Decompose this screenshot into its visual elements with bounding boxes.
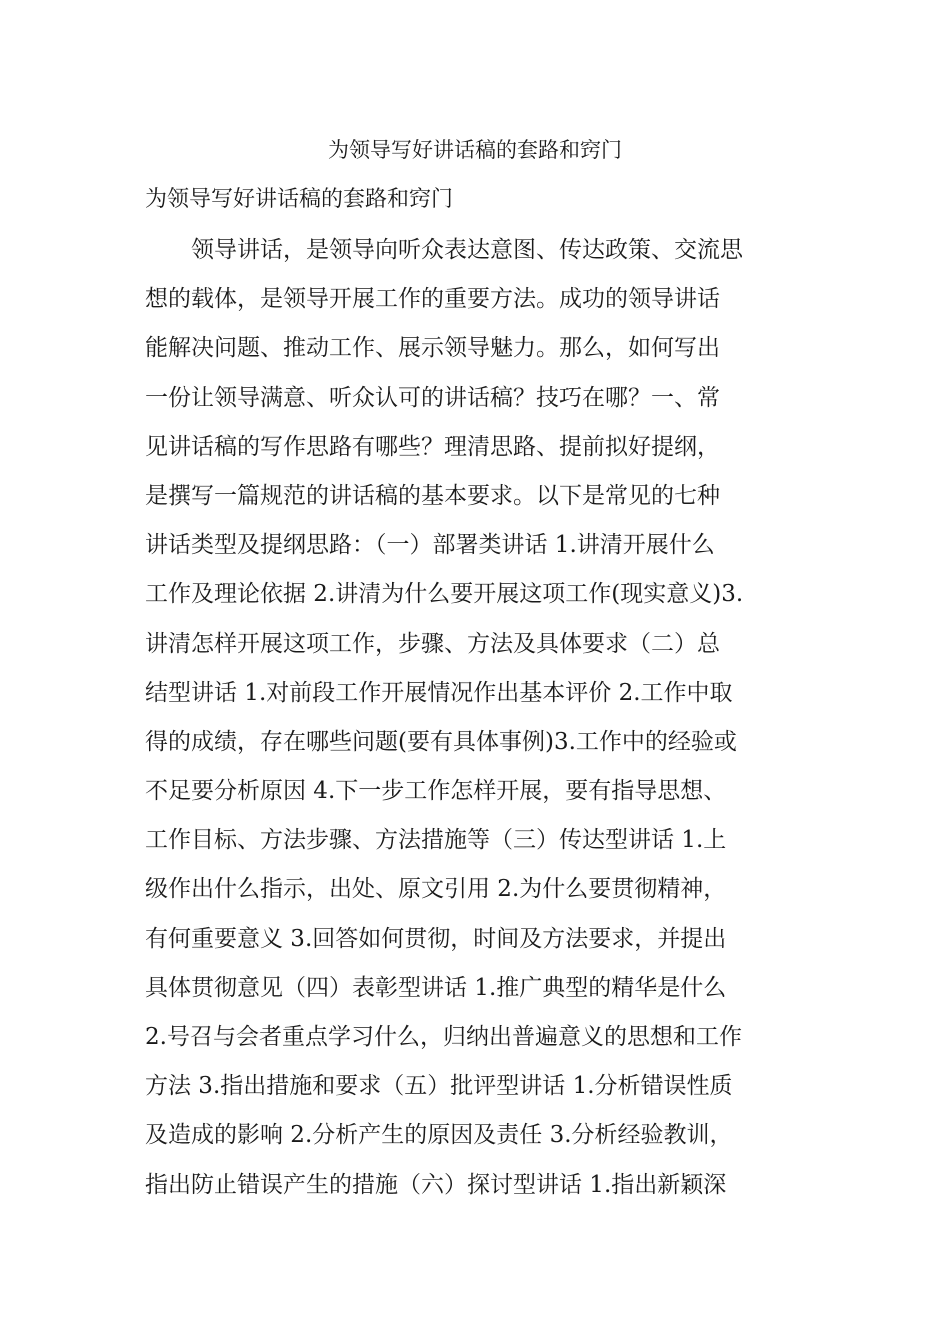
body-line: 得的成绩，存在哪些问题(要有具体事例)3.工作中的经验或 xyxy=(145,728,737,755)
body-line: 具体贯彻意见（四）表彰型讲话 1.推广典型的精华是什么 xyxy=(145,974,727,1001)
body-line: 及造成的影响 2.分析产生的原因及责任 3.分析经验教训， xyxy=(145,1122,733,1149)
body-line: 方法 3.指出措施和要求（五）批评型讲话 1.分析错误性质 xyxy=(145,1073,733,1100)
body-line: 有何重要意义 3.回答如何贯彻，时间及方法要求，并提出 xyxy=(145,925,727,952)
body-line: 级作出什么指示，出处、原文引用 2.为什么要贯彻精神， xyxy=(145,876,727,903)
body-line: 讲话类型及提纲思路：（一）部署类讲话 1.讲清开展什么 xyxy=(145,532,715,559)
body-line: 2.号召与会者重点学习什么，归纳出普遍意义的思想和工作 xyxy=(145,1024,742,1050)
body-line: 结型讲话 1.对前段工作开展情况作出基本评价 2.工作中取 xyxy=(145,679,733,706)
body-line: 想的载体，是领导开展工作的重要方法。成功的领导讲话 xyxy=(145,286,720,313)
body-line: 是撰写一篇规范的讲话稿的基本要求。以下是常见的七种 xyxy=(145,482,720,509)
document-subtitle: 为领导写好讲话稿的套路和窍门 xyxy=(145,187,454,212)
body-line: 指出防止错误产生的措施（六）探讨型讲话 1.指出新颖深 xyxy=(145,1171,727,1198)
body-paragraph xyxy=(145,230,810,1214)
body-line: 一份让领导满意、听众认可的讲话稿？技巧在哪？一、常 xyxy=(145,384,720,411)
document-title: 为领导写好讲话稿的套路和窍门 xyxy=(328,138,622,162)
body-line: 见讲话稿的写作思路有哪些？理清思路、提前拟好提纲， xyxy=(145,433,720,460)
body-line: 能解决问题、推动工作、展示领导魅力。那么，如何写出 xyxy=(145,335,720,362)
body-line: 工作目标、方法步骤、方法措施等（三）传达型讲话 1.上 xyxy=(145,827,727,854)
body-line: 不足要分析原因 4.下一步工作怎样开展，要有指导思想、 xyxy=(145,778,727,805)
body-line: 领导讲话，是领导向听众表达意图、传达政策、交流思 xyxy=(191,237,743,263)
body-line: 工作及理论依据 2.讲清为什么要开展这项工作(现实意义)3. xyxy=(145,581,744,608)
body-line: 讲清怎样开展这项工作，步骤、方法及具体要求（二）总 xyxy=(145,630,720,657)
